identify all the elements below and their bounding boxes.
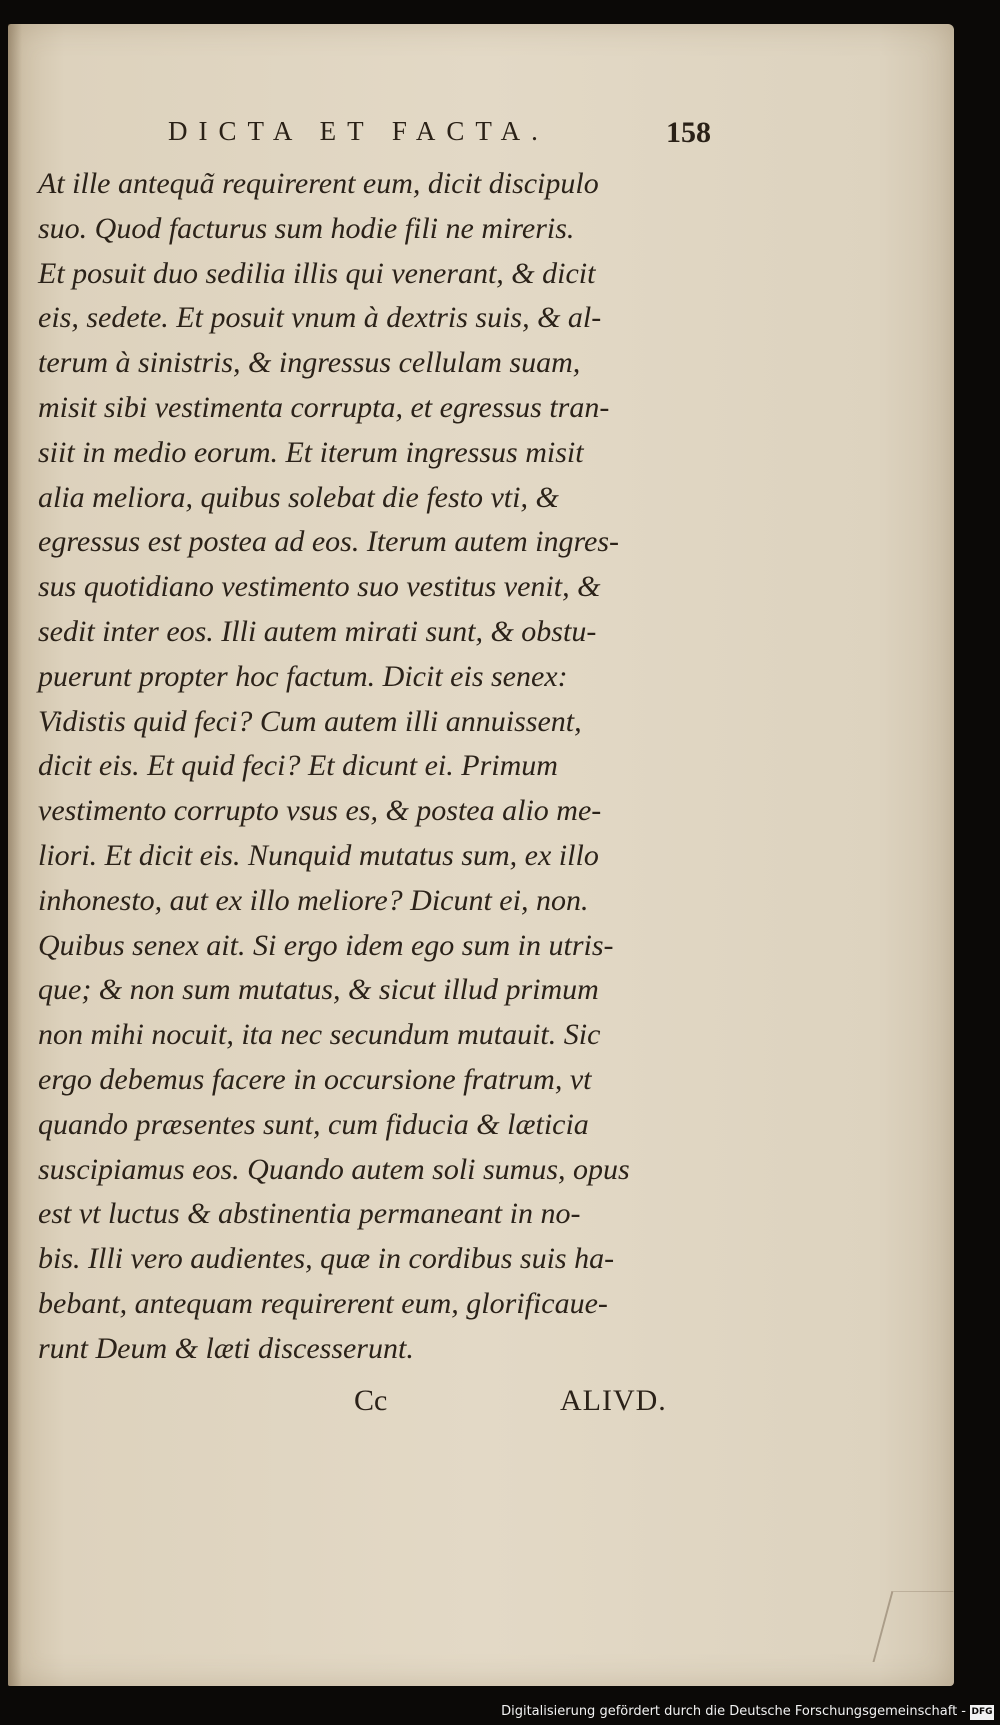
page-number: 158	[666, 116, 711, 149]
funding-credit: Digitalisierung gefördert durch die Deutsche Forschungsgemeinschaft -	[501, 1704, 966, 1719]
text-line: bebant, antequam requirerent eum, glorificaue-	[38, 1286, 608, 1320]
text-line: non mihi nocuit, ita nec secundum mutauit. Sic	[38, 1018, 601, 1052]
text-line: liori. Et dicit eis. Nunquid mutatus sum, ex illo	[38, 838, 599, 872]
catchword: ALIVD.	[560, 1384, 667, 1417]
text-line: Vidistis quid feci? Cum autem illi annuissent,	[38, 704, 582, 738]
text-line: At ille antequã requirerent eum, dicit discipulo	[38, 167, 599, 200]
text-line: ergo debemus facere in occursione fratrum, vt	[38, 1062, 592, 1096]
text-line: sedit inter eos. Illi autem mirati sunt, & obstu-	[38, 614, 597, 648]
dfg-logo: DFG	[970, 1705, 994, 1720]
gutter-shadow	[8, 24, 22, 1686]
text-line: suscipiamus eos. Quando autem soli sumus, opus	[38, 1152, 630, 1186]
text-line: dicit eis. Et quid feci? Et dicunt ei. Primum	[38, 749, 558, 783]
text-line: alia meliora, quibus solebat die festo vti, &	[38, 480, 559, 514]
text-line: inhonesto, aut ex illo meliore? Dicunt ei, non.	[38, 883, 589, 917]
book-page	[8, 24, 954, 1686]
text-line: sus quotidiano vestimento suo vestitus venit, &	[38, 570, 601, 604]
text-line: terum à sinistris, & ingressus cellulam suam,	[38, 346, 581, 380]
text-line: siit in medio eorum. Et iterum ingressus misit	[38, 435, 584, 469]
text-line: suo. Quod facturus sum hodie fili ne mireris.	[38, 211, 575, 245]
page-corner-fold	[872, 1591, 953, 1662]
text-line: quando præsentes sunt, cum fiducia & læticia	[38, 1107, 589, 1141]
text-line: est vt luctus & abstinentia permaneant in no-	[38, 1197, 581, 1231]
text-line: eis, sedete. Et posuit vnum à dextris suis, & al-	[38, 301, 602, 335]
text-line: egressus est postea ad eos. Iterum autem ingres-	[38, 525, 620, 559]
text-line: misit sibi vestimenta corrupta, et egressus tran-	[38, 390, 610, 424]
text-line: vestimento corrupto vsus es, & postea alio me-	[38, 794, 602, 828]
text-line: Quibus senex ait. Si ergo idem ego sum in utris-	[38, 928, 614, 962]
running-head: DICTA ET FACTA.	[168, 116, 549, 146]
text-line: que; & non sum mutatus, & sicut illud primum	[38, 973, 599, 1007]
text-line: bis. Illi vero audientes, quæ in cordibus suis ha-	[38, 1242, 615, 1276]
text-line: Et posuit duo sedilia illis qui venerant, & dicit	[38, 256, 596, 290]
text-line: puerunt propter hoc factum. Dicit eis senex:	[38, 659, 568, 693]
text-line: runt Deum & læti discesserunt.	[38, 1331, 414, 1365]
footer-bar	[0, 1697, 1000, 1725]
body-text	[38, 162, 728, 1372]
signature-mark: Cc	[354, 1384, 388, 1417]
